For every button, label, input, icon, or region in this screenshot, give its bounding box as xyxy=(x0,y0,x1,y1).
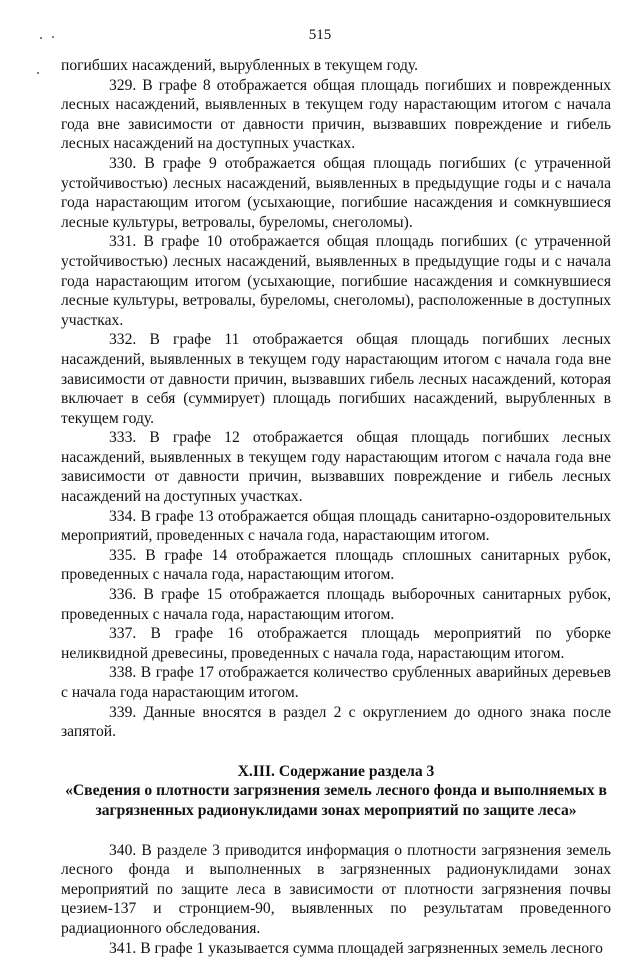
paragraph-340: 340. В разделе 3 приводится информация о плотности загрязнения земель лесного фонда и выполненных в загрязненных радионуклидами зонах мероприятий по защите леса в зависимости от плотности загрязнения почвы цезием-137 и стронцием-90, выявленных по результатам проведенного радиационного обследования. xyxy=(61,841,611,937)
paragraph-335: 335. В графе 14 отображается площадь сплошных санитарных рубок, проведенных с начала года, нарастающим итогом. xyxy=(61,546,611,584)
document-body xyxy=(61,56,611,958)
page-number: 515 xyxy=(308,27,332,43)
paragraph-341: 341. В графе 1 указывается сумма площадей загрязненных земель лесного xyxy=(109,939,603,957)
scan-speck xyxy=(37,72,39,74)
section-title: X.III. Содержание раздела 3 xyxy=(237,762,435,780)
paragraph-331: 331. В графе 10 отображается общая площадь погибших (с утраченной устойчивостью) лесных насаждений, выявленных в предыдущие годы и с начала года нарастающим итогом (усыхающие, погибшие насаждения и сомкнувшиеся лесные культуры, ветровалы, буреломы, снеголомы), расположенные в доступных участках. xyxy=(61,233,611,329)
paragraph-333: 333. В графе 12 отображается общая площадь погибших лесных насаждений, выявленных в текущем году нарастающим итогом с начала года вне зависимости от давности причин, вызвавших повреждение и гибель лесных насаждений на доступных участках. xyxy=(61,429,611,506)
paragraph-332: 332. В графе 11 отображается общая площадь погибших лесных насаждений, выявленных в текущем году нарастающим итогом с начала года вне зависимости от давности причин, вызвавших гибель лесных насаждений, которая включает в себя (суммирует) площадь погибших насаждений, вырубленных в текущем году. xyxy=(61,331,611,427)
paragraph-338: 338. В графе 17 отображается количество срубленных аварийных деревьев с начала года нарастающим итогом. xyxy=(61,664,611,701)
paragraph-339: 339. Данные вносятся в раздел 2 с округлением до одного знака после запятой. xyxy=(61,703,611,741)
paragraph-336: 336. В графе 15 отображается площадь выборочных санитарных рубок, проведенных с начала года, нарастающим итогом. xyxy=(61,586,611,623)
paragraph-329: 329. В графе 8 отображается общая площадь погибших и поврежденных лесных насаждений, выявленных в текущем году нарастающим итогом с начала года вне зависимости от давности причин, вызвавших повреждение и гибель лесных насаждений на доступных участках. xyxy=(61,76,611,153)
paragraph-334: 334. В графе 13 отображается общая площадь санитарно-оздоровительных мероприятий, проведенных с начала года, нарастающим итогом. xyxy=(61,507,611,545)
paragraph-337: 337. В графе 16 отображается площадь мероприятий по уборке неликвидной древесины, проведенных с начала года, нарастающим итогом. xyxy=(61,625,611,662)
section-subtitle: «Сведения о плотности загрязнения земель лесного фонда и выполняемых в загрязненных радионуклидами зонах мероприятий по защите леса» xyxy=(65,782,607,819)
paragraph-continuation: погибших насаждений, вырубленных в текущем году. xyxy=(61,57,419,74)
paragraph-330: 330. В графе 9 отображается общая площадь погибших (с утраченной устойчивостью) лесных насаждений, выявленных в предыдущие годы и с начала года нарастающим итогом (усыхающие, погибшие насаждения и сомкнувшиеся лесные культуры, ветровалы, буреломы, снеголомы). xyxy=(61,154,611,231)
